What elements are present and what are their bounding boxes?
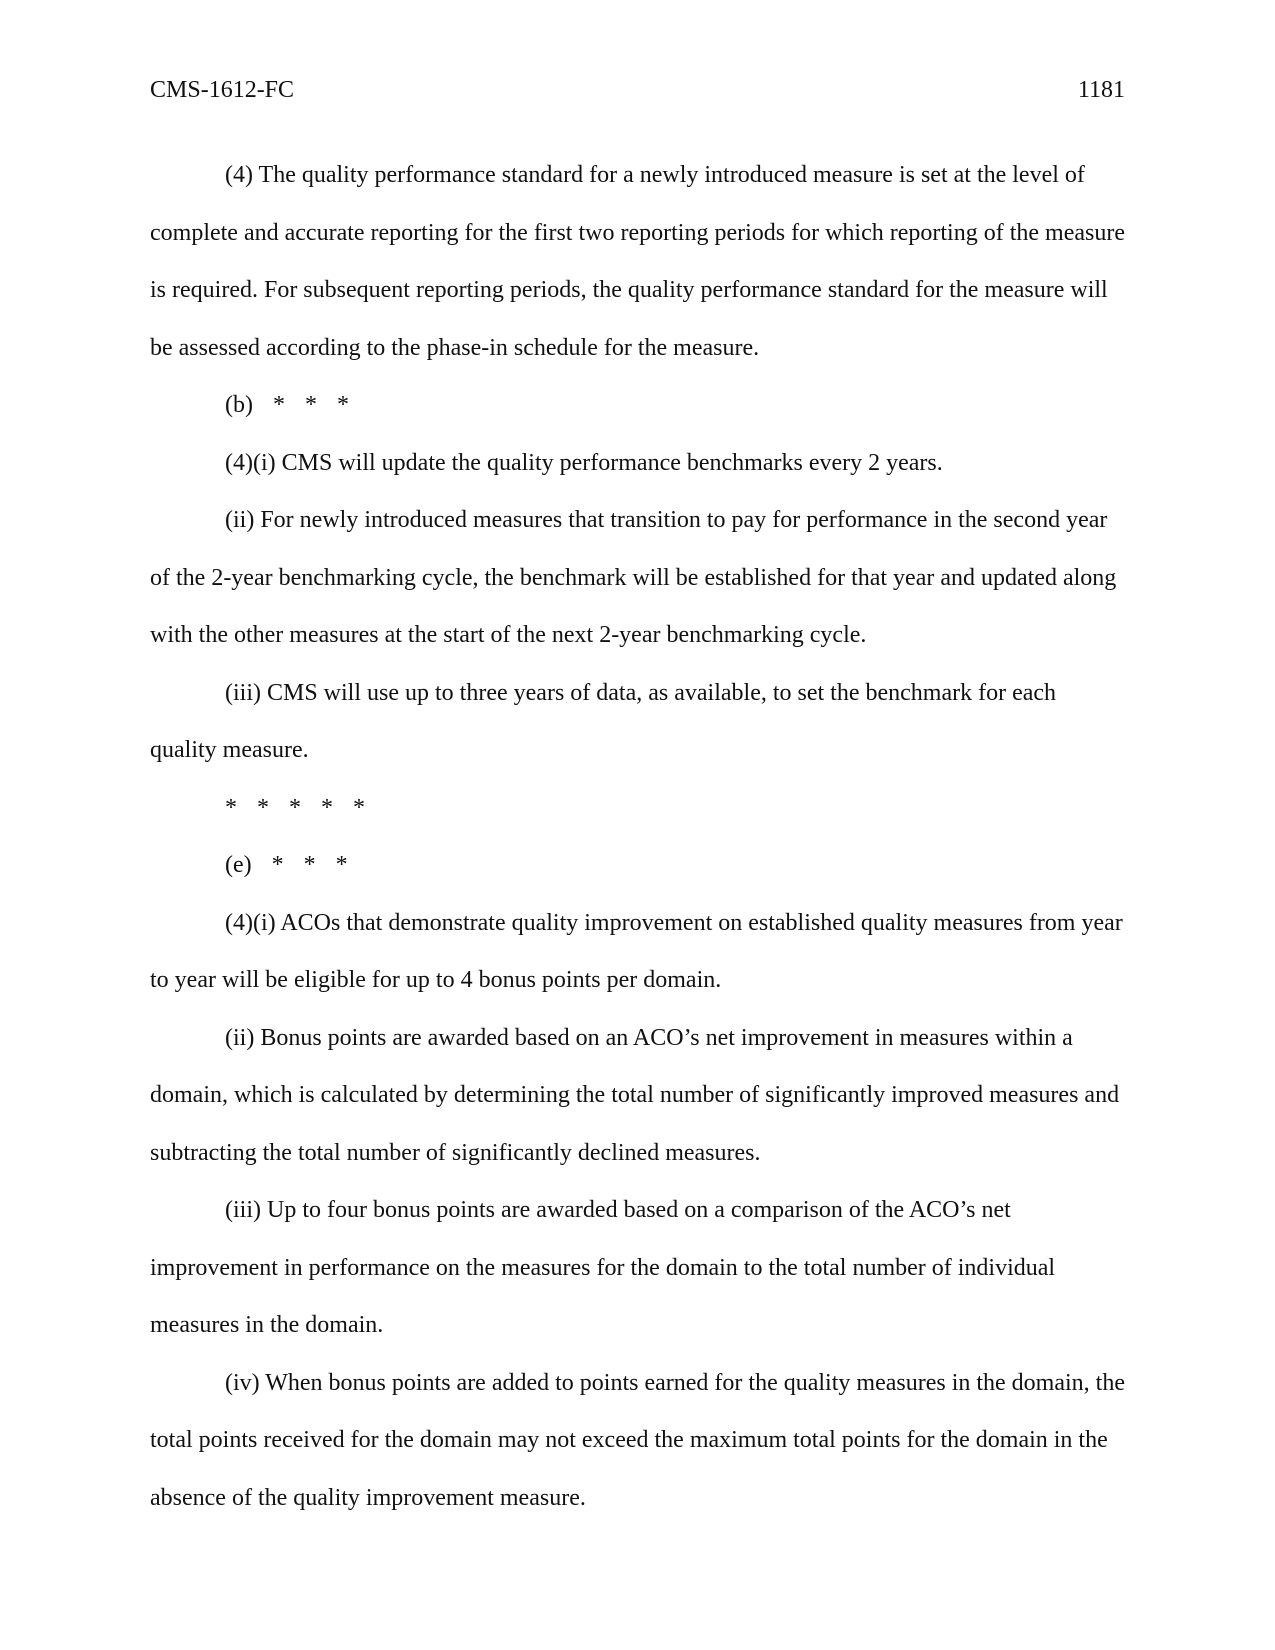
paragraph-quality-standard: (4) The quality performance standard for a newly introduced measure is set at the level of complete and accurate reporting for the first two reporting periods for which reporting of the measure is required. For subsequent reporting periods, the quality performance standard for the measure will be assessed according to the phase-in schedule for the measure. [150,162,1125,361]
document-id: CMS-1612-FC [150,77,295,103]
paragraph-bonus-comparison: (iii) Up to four bonus points are awarded based on a comparison of the ACO’s net improvement in performance on the measures for the domain to the total number of individual measures in the domain. [150,1197,1056,1338]
paragraph-benchmark-update: (4)(i) CMS will update the quality performance benchmarks every 2 years. [225,449,943,476]
section-marker-b: (b) * * * [225,392,349,418]
paragraph-bonus-eligibility: (4)(i) ACOs that demonstrate quality improvement on established quality measures from year to year will be eligible for up to 4 bonus points per domain. [150,909,1123,993]
paragraph-three-years-data: (iii) CMS will use up to three years of data, as available, to set the benchmark for each quality measure. [150,679,1057,763]
paragraph-net-improvement: (ii) Bonus points are awarded based on an ACO’s net improvement in measures within a domain, which is calculated by determining the total number of significantly improved measures and subtracting the total number of significantly declined measures. [150,1024,1120,1166]
paragraph-new-measures: (ii) For newly introduced measures that transition to pay for performance in the second year of the 2-year benchmarking cycle, the benchmark will be established for that year and updated along with the other measures at the start of the next 2-year benchmarking cycle. [150,507,1117,648]
omission-stars: * * * * * [225,794,365,821]
page-header [150,74,1125,106]
document-body [150,147,1125,1527]
page-number: 1181 [1077,77,1125,103]
section-marker-e: (e) * * * [225,852,348,878]
paragraph-bonus-cap: (iv) When bonus points are added to points earned for the quality measures in the domain, the total points received for the domain may not exceed the maximum total points for the domain in the absence of the quality improvement measure. [150,1369,1125,1511]
